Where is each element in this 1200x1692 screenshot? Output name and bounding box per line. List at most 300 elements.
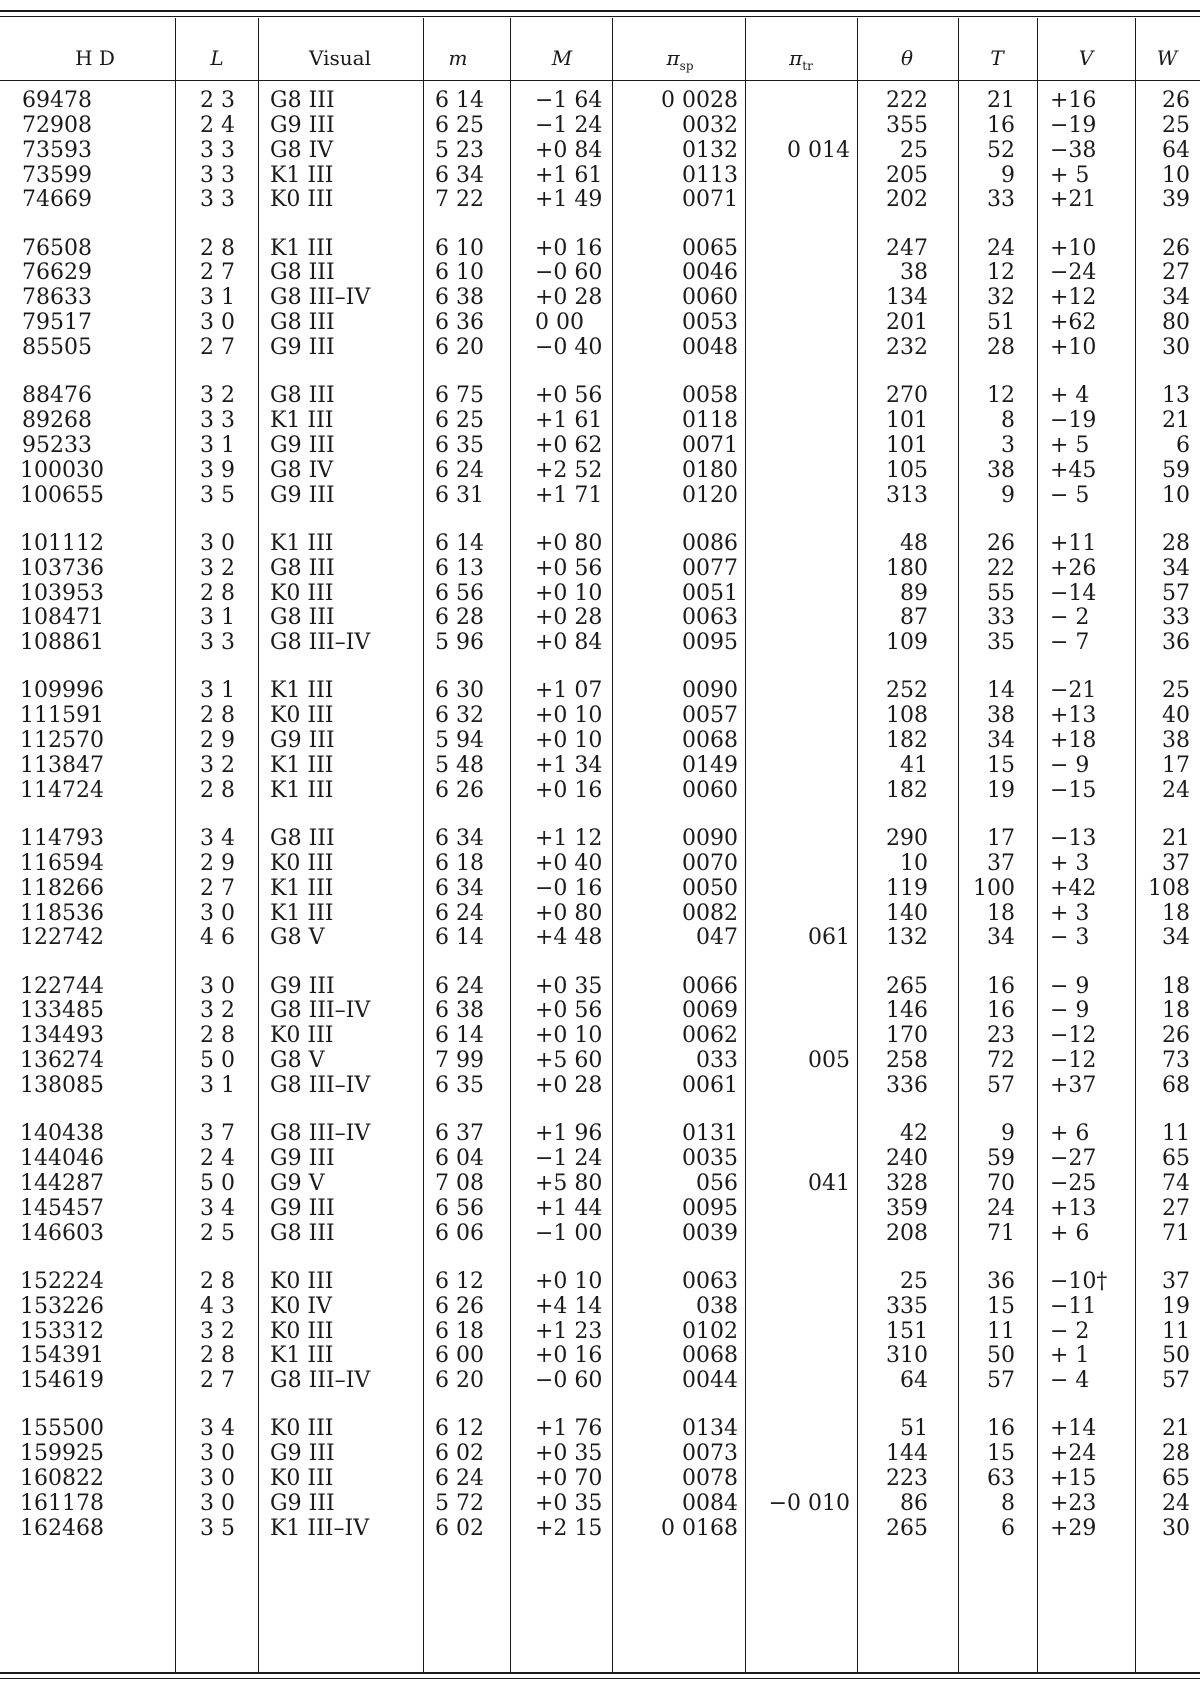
header-W <box>1137 42 1197 74</box>
cell-m: 6 34 <box>435 826 484 851</box>
cell-visual: K1 III <box>270 1343 334 1369</box>
header-label: π <box>666 46 680 70</box>
cell-M: +1 49 <box>535 187 603 213</box>
cell-V: +13 <box>1050 1195 1097 1221</box>
cell-l: 2 8 <box>200 777 235 803</box>
cell-m: 6 10 <box>435 260 484 286</box>
cell-T: 16 <box>987 998 1015 1024</box>
cell-hd: 109996 <box>20 678 104 704</box>
cell-visual: G8 V <box>270 925 325 951</box>
cell-M: +0 10 <box>535 703 603 729</box>
cell-l: 3 1 <box>200 432 235 458</box>
header-pitr <box>756 42 846 74</box>
cell-l: 2 5 <box>200 1220 235 1246</box>
cell-pisp: 0048 <box>682 335 738 360</box>
cell-M: −1 24 <box>535 112 603 138</box>
header-visual <box>270 42 410 74</box>
cell-visual: G9 III <box>270 973 335 999</box>
cell-m: 6 24 <box>435 973 484 999</box>
cell-T: 35 <box>987 630 1015 656</box>
cell-m: 6 32 <box>435 703 484 729</box>
column-divider <box>612 18 613 1672</box>
cell-hd: 108471 <box>20 605 104 631</box>
cell-W: 26 <box>1162 235 1190 261</box>
cell-W: 27 <box>1162 260 1190 286</box>
cell-W: 30 <box>1162 335 1190 360</box>
cell-V: −11 <box>1050 1293 1097 1319</box>
cell-hd: 154619 <box>20 1368 104 1394</box>
cell-visual: K1 III <box>270 777 334 803</box>
cell-m: 6 06 <box>435 1220 484 1246</box>
cell-pisp: 0069 <box>682 998 738 1024</box>
cell-hd: 161178 <box>20 1490 104 1516</box>
cell-T: 9 <box>1001 1121 1015 1147</box>
cell-V: + 1 <box>1050 1343 1090 1369</box>
column-divider <box>745 18 746 1672</box>
cell-hd: 108861 <box>20 630 104 656</box>
column-divider <box>857 18 858 1672</box>
cell-V: −24 <box>1050 260 1097 286</box>
cell-W: 34 <box>1162 285 1190 311</box>
cell-M: +0 56 <box>535 383 603 409</box>
cell-T: 9 <box>1001 162 1015 188</box>
cell-theta: 232 <box>886 335 928 360</box>
cell-m: 6 37 <box>435 1121 484 1147</box>
cell-theta: 38 <box>900 260 928 286</box>
cell-M: +0 80 <box>535 900 603 926</box>
cell-l: 2 8 <box>200 1268 235 1294</box>
cell-W: 17 <box>1162 753 1190 778</box>
cell-M: +0 28 <box>535 285 603 311</box>
header-label: Visual <box>309 46 371 70</box>
cell-visual: G9 V <box>270 1170 325 1196</box>
cell-visual: K0 III <box>270 1023 334 1049</box>
cell-hd: 95233 <box>22 432 92 458</box>
cell-W: 34 <box>1162 925 1190 951</box>
cell-hd: 153226 <box>20 1293 104 1319</box>
cell-visual: G8 III <box>270 555 335 581</box>
cell-V: + 4 <box>1050 383 1090 409</box>
column-divider <box>1037 18 1038 1672</box>
cell-theta: 313 <box>886 482 928 508</box>
cell-m: 6 28 <box>435 605 484 631</box>
cell-T: 63 <box>987 1466 1015 1492</box>
cell-m: 6 31 <box>435 482 484 508</box>
cell-hd: 89268 <box>22 408 92 434</box>
cell-pisp: 056 <box>696 1170 738 1196</box>
cell-M: +1 07 <box>535 678 603 704</box>
cell-visual: G8 III <box>270 260 335 286</box>
cell-l: 3 9 <box>200 457 235 483</box>
cell-M: +0 56 <box>535 998 603 1024</box>
cell-pisp: 0061 <box>682 1073 738 1098</box>
cell-hd: 133485 <box>20 998 104 1024</box>
cell-T: 16 <box>987 1416 1015 1442</box>
cell-V: −14 <box>1050 580 1097 606</box>
cell-theta: 336 <box>886 1073 928 1098</box>
cell-visual: K0 III <box>270 1268 334 1294</box>
cell-V: −12 <box>1050 1023 1097 1049</box>
cell-hd: 73593 <box>22 137 92 163</box>
cell-W: 57 <box>1162 580 1190 606</box>
cell-W: 37 <box>1162 850 1190 876</box>
cell-T: 12 <box>987 383 1015 409</box>
cell-V: − 9 <box>1050 753 1090 778</box>
cell-W: 27 <box>1162 1195 1190 1221</box>
cell-M: +4 48 <box>535 925 603 951</box>
cell-pisp: 0095 <box>682 630 738 656</box>
cell-T: 3 <box>1001 432 1015 458</box>
cell-l: 2 8 <box>200 1023 235 1049</box>
cell-V: −27 <box>1050 1146 1097 1171</box>
column-divider <box>175 18 176 1672</box>
cell-hd: 146603 <box>20 1220 104 1246</box>
cell-V: − 9 <box>1050 998 1090 1024</box>
header-hd <box>35 42 155 74</box>
cell-hd: 79517 <box>22 310 92 336</box>
cell-theta: 25 <box>900 137 928 163</box>
cell-l: 3 1 <box>200 1073 235 1098</box>
cell-T: 33 <box>987 605 1015 631</box>
cell-pisp: 0070 <box>682 850 738 876</box>
cell-hd: 100655 <box>20 482 104 508</box>
header-label: m <box>448 46 468 70</box>
cell-hd: 155500 <box>20 1416 104 1442</box>
cell-pitr: 005 <box>808 1048 850 1074</box>
cell-visual: G8 III–IV <box>270 1368 371 1394</box>
cell-m: 6 34 <box>435 875 484 901</box>
cell-m: 6 75 <box>435 383 484 409</box>
cell-W: 40 <box>1162 703 1190 729</box>
cell-visual: K1 III <box>270 753 334 778</box>
cell-V: −19 <box>1050 408 1097 434</box>
cell-theta: 87 <box>900 605 928 631</box>
cell-W: 65 <box>1162 1146 1190 1171</box>
cell-T: 28 <box>987 335 1015 360</box>
cell-T: 24 <box>987 235 1015 261</box>
cell-V: +21 <box>1050 187 1097 213</box>
cell-pisp: 0131 <box>682 1121 738 1147</box>
cell-visual: K0 IV <box>270 1293 333 1319</box>
cell-m: 5 94 <box>435 728 484 754</box>
cell-M: +0 40 <box>535 850 603 876</box>
cell-hd: 114724 <box>20 777 104 803</box>
cell-l: 2 7 <box>200 260 235 286</box>
cell-theta: 25 <box>900 1268 928 1294</box>
header-label: H D <box>75 46 115 70</box>
header-label: π <box>789 46 803 70</box>
cell-V: − 2 <box>1050 605 1090 631</box>
cell-W: 36 <box>1162 630 1190 656</box>
cell-pisp: 0065 <box>682 235 738 261</box>
header-rule <box>0 80 1200 81</box>
cell-m: 6 20 <box>435 1368 484 1394</box>
cell-pisp: 0086 <box>682 530 738 556</box>
cell-l: 2 8 <box>200 235 235 261</box>
cell-theta: 359 <box>886 1195 928 1221</box>
cell-theta: 201 <box>886 310 928 336</box>
cell-pitr: 061 <box>808 925 850 951</box>
cell-l: 4 6 <box>200 925 235 951</box>
cell-T: 24 <box>987 1195 1015 1221</box>
cell-m: 7 99 <box>435 1048 484 1074</box>
cell-hd: 140438 <box>20 1121 104 1147</box>
cell-T: 19 <box>987 777 1015 803</box>
cell-T: 14 <box>987 678 1015 704</box>
cell-M: +5 80 <box>535 1170 603 1196</box>
cell-M: +0 28 <box>535 1073 603 1098</box>
cell-m: 6 12 <box>435 1416 484 1442</box>
cell-visual: G9 III <box>270 1441 335 1467</box>
cell-visual: K0 III <box>270 1318 334 1344</box>
cell-theta: 42 <box>900 1121 928 1147</box>
cell-M: +0 35 <box>535 1490 603 1516</box>
cell-pisp: 047 <box>696 925 738 951</box>
cell-V: −21 <box>1050 678 1097 704</box>
cell-m: 6 02 <box>435 1441 484 1467</box>
cell-theta: 223 <box>886 1466 928 1492</box>
cell-pisp: 0084 <box>682 1490 738 1516</box>
cell-visual: G8 III–IV <box>270 630 371 656</box>
cell-M: +1 61 <box>535 408 603 434</box>
cell-pisp: 0095 <box>682 1195 738 1221</box>
cell-pisp: 0118 <box>682 408 738 434</box>
cell-l: 3 5 <box>200 1515 235 1541</box>
cell-pisp: 0102 <box>682 1318 738 1344</box>
cell-hd: 122742 <box>20 925 104 951</box>
cell-W: 65 <box>1162 1466 1190 1492</box>
cell-theta: 108 <box>886 703 928 729</box>
cell-m: 5 48 <box>435 753 484 778</box>
cell-V: +15 <box>1050 1466 1097 1492</box>
cell-l: 3 2 <box>200 1318 235 1344</box>
cell-visual: K1 III <box>270 678 334 704</box>
cell-l: 3 2 <box>200 383 235 409</box>
cell-m: 6 14 <box>435 88 484 113</box>
cell-l: 2 7 <box>200 1368 235 1394</box>
cell-T: 11 <box>987 1318 1015 1344</box>
cell-visual: G8 III <box>270 826 335 851</box>
cell-T: 71 <box>987 1220 1015 1246</box>
cell-W: 74 <box>1162 1170 1190 1196</box>
cell-theta: 10 <box>900 850 928 876</box>
cell-V: +26 <box>1050 555 1097 581</box>
cell-theta: 41 <box>900 753 928 778</box>
cell-visual: K0 III <box>270 580 334 606</box>
cell-visual: G9 III <box>270 335 335 360</box>
cell-T: 36 <box>987 1268 1015 1294</box>
cell-V: + 3 <box>1050 900 1090 926</box>
cell-l: 5 0 <box>200 1170 235 1196</box>
header-label: M <box>551 46 573 70</box>
cell-l: 3 2 <box>200 753 235 778</box>
cell-pisp: 0044 <box>682 1368 738 1394</box>
column-divider <box>510 18 511 1672</box>
cell-l: 2 3 <box>200 88 235 113</box>
cell-theta: 265 <box>886 1515 928 1541</box>
cell-V: −19 <box>1050 112 1097 138</box>
cell-m: 6 26 <box>435 777 484 803</box>
cell-visual: G8 III <box>270 383 335 409</box>
cell-M: +0 10 <box>535 728 603 754</box>
cell-pisp: 0063 <box>682 1268 738 1294</box>
cell-hd: 100030 <box>20 457 104 483</box>
cell-pisp: 0 0168 <box>661 1515 738 1541</box>
cell-M: −1 00 <box>535 1220 603 1246</box>
cell-hd: 134493 <box>20 1023 104 1049</box>
cell-visual: G8 IV <box>270 457 334 483</box>
cell-theta: 247 <box>886 235 928 261</box>
cell-l: 3 4 <box>200 1416 235 1442</box>
cell-m: 5 96 <box>435 630 484 656</box>
cell-hd: 76629 <box>22 260 92 286</box>
cell-V: +16 <box>1050 88 1097 113</box>
cell-W: 21 <box>1162 826 1190 851</box>
cell-pisp: 0039 <box>682 1220 738 1246</box>
header-label: V <box>1078 46 1094 70</box>
cell-T: 12 <box>987 260 1015 286</box>
cell-T: 38 <box>987 703 1015 729</box>
cell-visual: G9 III <box>270 728 335 754</box>
cell-m: 6 12 <box>435 1268 484 1294</box>
cell-M: +2 15 <box>535 1515 603 1541</box>
cell-l: 3 3 <box>200 137 235 163</box>
cell-W: 28 <box>1162 1441 1190 1467</box>
cell-l: 3 0 <box>200 1490 235 1516</box>
cell-theta: 182 <box>886 777 928 803</box>
cell-pisp: 0113 <box>682 162 738 188</box>
cell-T: 34 <box>987 728 1015 754</box>
cell-M: +1 71 <box>535 482 603 508</box>
cell-pisp: 0180 <box>682 457 738 483</box>
cell-T: 70 <box>987 1170 1015 1196</box>
cell-theta: 144 <box>886 1441 928 1467</box>
cell-hd: 160822 <box>20 1466 104 1492</box>
cell-visual: G9 III <box>270 1146 335 1171</box>
cell-visual: G8 III <box>270 88 335 113</box>
cell-V: − 7 <box>1050 630 1090 656</box>
cell-T: 37 <box>987 850 1015 876</box>
cell-theta: 355 <box>886 112 928 138</box>
cell-l: 2 8 <box>200 580 235 606</box>
cell-visual: G9 III <box>270 112 335 138</box>
cell-V: −25 <box>1050 1170 1097 1196</box>
cell-m: 6 38 <box>435 285 484 311</box>
cell-T: 16 <box>987 973 1015 999</box>
cell-T: 8 <box>1001 1490 1015 1516</box>
cell-V: +23 <box>1050 1490 1097 1516</box>
cell-pisp: 038 <box>696 1293 738 1319</box>
cell-T: 23 <box>987 1023 1015 1049</box>
cell-T: 34 <box>987 925 1015 951</box>
cell-visual: K1 III <box>270 235 334 261</box>
cell-W: 39 <box>1162 187 1190 213</box>
cell-hd: 112570 <box>20 728 104 754</box>
cell-theta: 101 <box>886 432 928 458</box>
header-l <box>187 42 247 74</box>
cell-visual: G8 V <box>270 1048 325 1074</box>
cell-theta: 105 <box>886 457 928 483</box>
cell-T: 55 <box>987 580 1015 606</box>
cell-pisp: 0046 <box>682 260 738 286</box>
cell-pisp: 0071 <box>682 432 738 458</box>
cell-hd: 144287 <box>20 1170 104 1196</box>
cell-m: 6 25 <box>435 112 484 138</box>
cell-hd: 159925 <box>20 1441 104 1467</box>
cell-M: +1 12 <box>535 826 603 851</box>
cell-pisp: 0051 <box>682 580 738 606</box>
header-m <box>428 42 488 74</box>
cell-V: +42 <box>1050 875 1097 901</box>
cell-T: 33 <box>987 187 1015 213</box>
cell-pisp: 0090 <box>682 826 738 851</box>
header-T <box>967 42 1027 74</box>
cell-visual: K1 III <box>270 408 334 434</box>
cell-theta: 290 <box>886 826 928 851</box>
cell-hd: 85505 <box>22 335 92 360</box>
cell-W: 33 <box>1162 605 1190 631</box>
cell-W: 25 <box>1162 678 1190 704</box>
cell-pisp: 0063 <box>682 605 738 631</box>
cell-T: 26 <box>987 530 1015 556</box>
cell-theta: 146 <box>886 998 928 1024</box>
cell-pisp: 0090 <box>682 678 738 704</box>
cell-pisp: 0078 <box>682 1466 738 1492</box>
cell-W: 108 <box>1148 875 1190 901</box>
cell-m: 6 25 <box>435 408 484 434</box>
cell-M: +0 10 <box>535 1023 603 1049</box>
header-pisp <box>630 42 730 74</box>
cell-m: 6 10 <box>435 235 484 261</box>
cell-V: +29 <box>1050 1515 1097 1541</box>
cell-theta: 270 <box>886 383 928 409</box>
cell-W: 30 <box>1162 1515 1190 1541</box>
cell-W: 10 <box>1162 162 1190 188</box>
header-label: T <box>990 46 1004 70</box>
cell-visual: K0 III <box>270 1466 334 1492</box>
cell-M: +5 60 <box>535 1048 603 1074</box>
cell-visual: G8 III <box>270 310 335 336</box>
cell-l: 3 1 <box>200 678 235 704</box>
cell-l: 3 4 <box>200 826 235 851</box>
cell-hd: 69478 <box>22 88 92 113</box>
cell-pisp: 0132 <box>682 137 738 163</box>
cell-theta: 258 <box>886 1048 928 1074</box>
cell-pisp: 0062 <box>682 1023 738 1049</box>
cell-T: 59 <box>987 1146 1015 1171</box>
cell-W: 37 <box>1162 1268 1190 1294</box>
cell-l: 3 0 <box>200 310 235 336</box>
cell-l: 3 3 <box>200 162 235 188</box>
cell-pisp: 0071 <box>682 187 738 213</box>
cell-T: 15 <box>987 1293 1015 1319</box>
cell-visual: G8 III–IV <box>270 1073 371 1098</box>
cell-m: 6 04 <box>435 1146 484 1171</box>
cell-M: +1 76 <box>535 1416 603 1442</box>
cell-m: 6 14 <box>435 1023 484 1049</box>
cell-V: −38 <box>1050 137 1097 163</box>
cell-M: +0 84 <box>535 630 603 656</box>
bottom-rule-outer <box>0 1678 1200 1679</box>
cell-l: 3 0 <box>200 973 235 999</box>
cell-V: +18 <box>1050 728 1097 754</box>
cell-pisp: 0077 <box>682 555 738 581</box>
cell-hd: 144046 <box>20 1146 104 1171</box>
cell-W: 80 <box>1162 310 1190 336</box>
cell-m: 6 30 <box>435 678 484 704</box>
cell-m: 6 14 <box>435 925 484 951</box>
column-divider <box>958 18 959 1672</box>
